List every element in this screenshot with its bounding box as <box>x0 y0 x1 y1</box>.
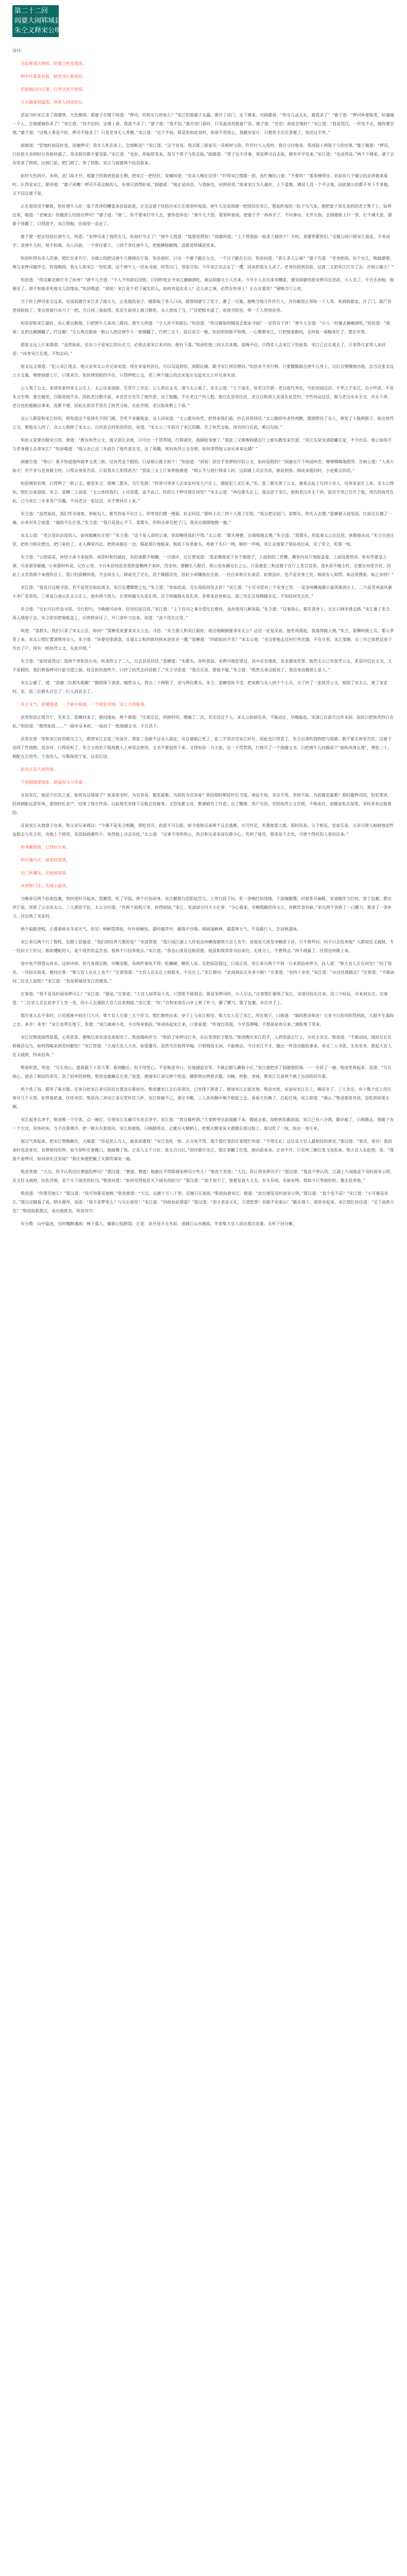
body-paragraph: 话说当时宋江杀了阎婆惜，天色渐明，那婆子在楼下叫道：“押司，你和女儿吵甚么？”宋江怕那婆子走漏，便开了房门，走下楼来，对阎婆道：“你女儿忒无礼，被我杀了！”婆子道：“押司休要取笑，好端端一个人，怎地便被你杀了？”宋江道：“你不信时，去楼上看。我真个杀了！”婆子道：“我不信。”推开房门看时，只见血泊里挺着尸首。婆子道：“苦也！却是怎地好？”宋江道：“我是烈汉，一世也不走。随你要怎地。”婆子道：“这贱人果是不好，押司不错杀了！只是老身无人养赡。”宋江道：“这个不妨，既是你如此说时，你却不用忧心。我颇有家计，只教你丰衣足食便了，快活过半世。” <box>12 113 395 135</box>
body-paragraph: 阎婆告道：“相公！谁不知道他叫做孝义黑三郎，这执凭是个假的。只是相公做主则个！”知县道：“胡说！前官手里押的印信公文，如何是假的？”阎婆在厅下叫屈叫苦，哽哽咽咽地假哭，告相公道：“人命大如天！若不肯与老身做主时，只得去州里告状。只是我女儿死得甚苦！”那张三又上厅来替他禀道：“相公不与他行移拿人时，这阎婆上司去告状，倒是利害。倘或来提问时，小吏难去回话。” <box>12 460 394 473</box>
body-paragraph: 朱仝道：“公明哥哥，休怪小弟今来捉你。闲常时和你最好，有的事都不相瞒。一日酒中，兄长曾说道：‘我家佛座底下有个地窨子，上面供的三世佛，佛堂内有片地板盖着，上面设着供床。你有些紧急之事，可来那里躲避。’小弟那时听说，记在心里。今日本县知县差我和雷横两个来时，没奈何，要瞒生人眼目。相公也有觑兄长之心，只是被张三和这婆子在厅上发言发语，道本县不做主时，定要在州里告状，因此上又差我两个来搜你庄上。我只怕雷横执着，不会周全人，倘或见了兄长，没个做圆活处，因此小弟赚他在庄前，一径自来和兄长说话。此地虽好，也不是安身之处。倘或有人知得，来这里搜着，如之奈何？” <box>12 555 394 577</box>
body-paragraph: 知县听得有杀人的事，慌忙出来升厅。众做公的把这唐牛儿簇拥在厅前。知县看时，只见一个婆子跪在左边，一个汉子跪在右边。知县问道：“甚么杀人公事？”婆子告道：“老身姓阎。有个女儿，唤做婆惜。典与宋押司做外宅。昨夜晚间，我女儿和宋江一处吃酒，这个唐牛儿一径来寻闹，叫骂出门，邻里尽知。今早宋江出去走了一遭，回来把我女儿杀了。老身结扭到县前，这唐二又把宋江打夺了去。告相公做主！” <box>12 256 394 269</box>
body-paragraph: 宋江起身去净手，柴进唤一个庄客，点一碗灯，引领宋江东廊尽头处去净手。宋江道：“我且躲杯酒。”大宽转穿出前面廊下来，俄延走着，却转到东廊前面。宋江已有八分酒，脚步趄了，只顾踏去。那廊下有一个大汉，因害疟疾，当不住那寒冷，把一锨火在那里向。宋江仰着脸，只顾踏将去，正跐在火锨柄上，把那火锨里炭火都掀在那汉脸上。那汉吃了一惊，惊出一身汗来。 <box>12 1117 394 1131</box>
body-paragraph: 朱仝道：“兄长可以作急寻思，当行即行。今晚便可动身，切勿迟延自误。”宋江道：“上下官司之事全望兄长维持，金帛使用只顾来取。”朱仝道：“这事放心，都在我身上。兄长只顾安排去路。”宋江谢了朱仝，再入地窨子去。朱仝依旧把地板盖上，还将供床压了，开门拿朴刀出来，说道：“真个没在庄里。” <box>12 607 394 620</box>
body-paragraph: 当下转上押司张文远来，见说阎婆告宋江杀了他女儿，正是他的表子，随即取了各人口词，就替阎婆写了状子，叠了一宗案，便唤当地方仵作行人，并坊厢里正邻佑一干人等，来到阎婆家，开了门，取尸首登场检验了。身边放着行凶刀子一把。当日再三看验得，系是生前项上被刀勒死。众人登场了当，尸首把棺木盛了，寄放寺院里，将一干人带到县里。 <box>12 299 392 313</box>
body-paragraph: 柴进听罢，笑道：“兄长放心。遮莫做下十恶大罪，既到敝庄，但不用忧心。不是柴进夸口，任他捕盗官军，不敢正眼儿觑着小庄。”宋江便把杀了阎婆惜的事，一一告诉了一遍。柴进笑将起来，说道：“兄长放心，便杀了朝廷的命官，劫了府库的财物，柴进也敢藏在庄里。”说罢，便请宋江弟兄两个洗浴，随即将出两套衣服、巾帻、丝鞋、净袜，教宋江兄弟两个换了出浴的旧衣裳。 <box>12 1065 392 1079</box>
body-paragraph: 诗曰： <box>12 48 25 53</box>
body-paragraph: 那汉气将起来，把宋江劈胸揪住，大喝道：“你是甚么鸟人，敢来消遣我！”宋江也吃一惊。正分说不得，那个提灯笼的庄客慌忙叫道：“不得无礼！这位是大官人最相待的客官。”那汉道：“客官，客官！我初来时也是客官，也曾相待的厚。如今却听庄客搬口，便疏慢了我。正是人无千日好，花无百日红。”却待要打宋江，那庄客撇了灯笼，便向前来劝。正劝不开，只见两三碗灯笼飞也似来。柴大官人亲赶到，说：“我接不着押司，如何却在这里闹？”那庄客便把跐了火锨的事说一遍。 <box>12 1139 394 1161</box>
body-paragraph: 知县道：“你这厮怎敢打夺了凶身？”唐牛儿告道：“小人不知前后因依。只因昨夜去寻宋江搪碗酒吃，被这阎婆叉小人出来。今早小人自出来卖糟姜，遇见阎婆结扭宋押司在县前，小人见了，不合去劝他，他便走了。却不知他杀死他女儿的缘由。”知县喝道：“胡说！宋江是个君子诚实的人，如何肯造次杀人？这人命之事，必然在你身上！左右在那里？”便唤当厅公吏。 <box>12 278 394 291</box>
body-paragraph: 宋江道：“我也自这般寻思。若不是贤兄如此周全，宋江定遭缧绁之厄。”朱仝道：“休如此说。兄长却投何处去好？”宋江道：“小可寻思有三个安身之处：一是沧州横海郡小旋风柴进庄上，二乃是青州清风寨小李广花荣处，三者是白虎山孔太公庄上。他有两个孩儿：长男叫做毛头星孔明，次子叫做独火星孔亮，多曾来县里相会。那三处在这里踌躇未定，不知投何处去好。” <box>12 585 392 599</box>
body-paragraph: 那庄客入去不多时，只见那座中间庄门大开，柴大官人引着三五个伴当，慌忙跑将出来，亭子上与宋江相见。柴大官人见了宋江，拜在地下，口称道：“端的想杀柴进！天幸今日甚风吹得到此，大慰平生渴仰之念。多幸！多幸！”宋江也拜在地下，答道：“宋江疏顽小吏，今日特来相投。”柴进扶起宋江来，口里说道：“昨夜灯花报，今早喜鹊噪，不想却是贵兄来。”满脸堆下笑来。 <box>12 1013 394 1027</box>
body-paragraph: 知县却和宋江最好，有心要出脱他，只把唐牛儿来再三推问。唐牛儿供道：“小人并不知前后。”知县道：“你这厮如何隔夜去他家寻闹？一定你有干涉！”唐牛儿告道：“小人一时撞去搪碗酒吃。”知县道：“胡说！且把这厮捆翻了，打这厮！”左右两边狼虎一般公人把这唐牛儿一索捆翻了，打到三五十，前后语言一般。知县明知他不知情，一心要救宋江，只把他来勘问，且叫取一面枷来钉了，禁在牢里。 <box>12 321 391 334</box>
body-paragraph: 宋太公谢了，道：“深感二位都头相觑！”随即排下酒食，犒赏众人，将出二十两银子，送与两位都头。朱仝、雷横坚执不受，把来散与众人四十个土兵，分了抄了一张执凭公文，相别了宋太公，离了宋家村。朱、雷二位都头自引了一行人回县去了。 <box>12 681 388 694</box>
annotation-paragraph: 朱仝义气，雷横圆通，一个暗中相救，一个明里卖情，宋江方得脱身。 <box>21 702 148 707</box>
body-paragraph: 知县又是要出脱宋江的，便道：“既有执凭公文，他又别无亲族，只可出一千贯赏钱，行移诸处，海捕捉拿便了。”那张三又挑唆阎婆去厅上披头散发来告道：“宋江实是宋清隐藏在家，不令出官。相公如何不与老身做主去拿宋江？”知县喝道：“他父亲已自三年前告了他忤逆在官，出了他籍，现有执凭公文存照，如何拿得他父亲兄弟来比捕？” <box>12 438 392 451</box>
body-paragraph: 有分教：山中猛虎，见时魄散魂离；林下强人，撞着心惊胆裂。正是：说开星月无光彩，道破江山水倒流。毕竟柴大官人说出那汉是谁，且听下回分解。 <box>21 1222 297 1226</box>
chapter-title-line-1: 阎婆大闹郓城县 <box>14 17 62 25</box>
body-paragraph: 张文远又禀道：“犯人宋江逃去，他父亲宋太公并兄弟宋清，现在宋家村居住，可以勾追到官，责限比捕，跟寻宋江到官理问。”知县本不肯行移，只要朦胧做在唐牛儿身上，日后自慢慢地出他。怎当这张文远立主文案，唆使阎婆上厅，只管来告。知县情知阻挡不住，只得押纸公文，差三两个做公的去宋家庄勾追宋太公并兄弟宋清。 <box>12 364 394 378</box>
body-paragraph: 那张文远上厅来禀道：“虽然如此，见有刀子是宋江的压衣刀，必须去拿宋江来对问，便有下落。”知县吃他三回五次来禀，遮掩不住，只得差人去宋江下处捉拿。宋江已自在逃去了，只拿得几家邻人来回话：“凶身宋江在逃，不知去向。” <box>12 343 386 356</box>
body-paragraph: 朱仝道：“如何说得过！我两个奉知县台旨，叫拿你父子二人，自去县里回话。”雷横道：“朱都头，你听我说。宋押司他犯罪过，其中必有缘故，也未便该死罪。既然太公已有执凭公文，系是印信官文书，又不是假的，我们须看押司日前交望之面，权且担负他些个，只抄了执凭去回话便了。”朱仝寻思道：“我自反说，要他不疑。”朱仝道：“既然兄弟这般说了，我没来由做甚么恶人。” <box>12 659 392 672</box>
annotation-paragraph: 未到柴门庄，先闻小旋风。 <box>21 884 70 888</box>
body-paragraph: 宋太公道：“老汉是识法度的人，如何敢藏在庄里？”朱仝道：“这个是人命的公事，你却嗔怪我们不得。”太公道：“都头尊便，自细细地去搜。”朱仝道：“雷都头，你监着太公在这里，休教他走动。”朱仝自进庄里，把朴刀倚在壁边，把门来拴了，走入佛堂内去，把供床拖在一边，揭起那片地板来。板底下有条索头，将索子头只一拽，铜铃一声响，宋江从地窨子里钻将出来，见了朱仝，吃那一惊。 <box>12 533 395 547</box>
body-paragraph: 柴进道：“你要见他么？”那汉道：“我可知要见他哩。”柴进便道：“大汉，远便十万八千里，近便只在面前。”柴进指着宋江，便道：“此位便是及时雨宋公明。”那汉道：“真个也不是？”宋江道：“小可便是宋江。”那汉定睛看了看，纳头便拜，说道：“我不是梦里么？与兄长相见！”宋江道：“何故如此错爱？”那汉道：“却才甚是无礼，万望恕罪！有眼不识泰山！”跪在地下，那里肯起来。宋江慌忙扶住道：“足下高姓大名？”柴进指着那汉，说出他姓名，叫甚讳字。 <box>12 1191 395 1213</box>
body-paragraph: 两个洗了浴，都穿了新衣服。庄客自把宋江弟兄的旧衣裳送在歇宿处。柴进邀宋江去后堂深处，已安排下酒食了。便请宋江正面坐地，柴进对席，宋清有宋江在上，侧首坐了。三人坐定，有十数个近上的庄客并几个主管，轮替着把盏，伏侍劝饮。柴进再三劝宋江弟兄宽怀饮几杯，宋江称谢不已。酒至半酣，三人各诉胸中朝夕相爱之念。看看天色晚了，点起灯烛。宋江辞道：“酒止。”柴进那里肯放，直吃到初更左侧。 <box>12 1087 392 1109</box>
body-paragraph: 宋江见柴进接得意重，心里甚喜，便唤兄弟宋清也来相见了。柴进喝叫伴当：“收拾了宋押司行李，在后堂西轩下歇处。”柴进携住宋江的手，入到里面正厅上，分宾主坐定。柴进道：“不敢动问，闻知兄长在郓城县勾当，如何得暇来到荒村敝处？”宋江答道：“久闻大官人大名，如雷灌耳。虽然节次收得华翰，只恨贱役无闲，不能相会。今日宋江不才，做出一件没出豁的事来，弟兄二人寻思，无处安身，想起大官人仗义疏财，特来投奔。” <box>12 1035 392 1057</box>
annotation-paragraph: 将身藏地窨，已得好兄弟。 <box>21 845 70 850</box>
body-paragraph: 途中免不得登山涉水，过府冲州。但凡客商在路，早晚安歇，有两件事免不得：吃癞碗，睡死人床。且把闲话提过，只说正话。宋江弟兄两个不则一日来到沧州界分，问人道：“柴大官人庄在何处？”问了地名，一径投庄前来，便问庄客：“柴大官人在庄上也不？”庄客答道：“大官人在东庄上收租米，不在庄上。”宋江便问：“此间到东庄有多少路？”庄客道：“有四十余里。”宋江道：“从何处落路去？”庄客道：“不敢动问二位官人高姓？”宋江道：“我是郓城县宋江的便是。” <box>12 961 395 984</box>
annotation-paragraph: 此处正是人情世故。 <box>21 767 58 772</box>
annotation-paragraph: 出门休嫌远，见面始知真。 <box>21 871 70 875</box>
chapter-title-line-2: 朱仝义释宋公明 <box>14 27 62 35</box>
body-paragraph: 阎婆道：“恁地时却是好也，深谢押司！我女儿死在床上，怎地断送？”宋江道：“这个容易。我去陈三郎家买一具棺材与你。仵作行人入殓时，我自分付他来。我再取十两银子与你结果。”婆子谢道：“押司，只好趁天未明时讨具棺材盛了，邻舍街坊都不要见影。”宋江道：“也好。你取纸笔来，我写个票子与你去取。”阎婆道：“票子也不济事，须是押司自去取，便肯早早发来。”宋江道：“也说得是。”两个下楼来。婆子去房里拿了锁钥，出到门前，把门锁了，带了钥匙。宋江与阎婆两个投县前来。 <box>12 143 395 165</box>
body-paragraph: 知县情知有理，只得押了一纸公文，便差朱仝、雷横二都头，当厅发落：“你等可带多人去宋家村宋大户庄上，搜捉犯人宋江来。”朱、雷二都头领了公文，便来点起土兵四十余人，径奔宋家庄上来。宋太公得知，慌忙出来迎接。朱仝、雷横二人说道：“太公休怪我们。上司差遣，盖不由己。你的儿子押司现在何处？”宋太公道：“两位都头在上，我这逆子宋江，他和老汉并无干涉，前官手里已告开了他，现告的执凭在此。已与宋江三年多各户另籍，不同老汉一家过活，亦不曾回庄上来。” <box>12 481 394 503</box>
body-paragraph: 县里知县正值升厅，见朱仝、雷横回来了，便问缘由。两个禀道：“庄前庄后，四围村坊，搜遍了二次，其实没这个人。宋太公卧病在床，不能动止，早晚临危。宋清已自前月出外未回。因此只把执凭抄白在此。”知县道：“既然如此……”一面申呈本府，一面动了一纸海捕文书，不在话下。 <box>12 715 394 728</box>
body-paragraph: 且说宋江从地窨子出来，和父亲兄弟商议：“今番不是朱仝相觑，须吃官司，此恩不可忘报。如今我和兄弟两个且去逃难。天可怜见，若遇宽恩大赦，那时回来，父子相见，安家乐业。父亲可使人暗暗地送些金银去与朱仝处，央他上下使用，及资助阎婆些少，免得他上司去告扰。”太公道：“这事不用你忧心，你自和兄弟宋清在路小心。若到了彼处，那里是个去处，可使个得托的人寄封信来。” <box>12 823 394 837</box>
chapter-number: 第二十二回 <box>14 7 48 15</box>
body-paragraph: 朱仝道：“虽然如此，我们凭书请客，奉帖勾人，难凭你说不在庄上。你等我们搜一搜看，好去回话。”便叫土兵三四十人围了庄院。“我自把定前门，雷都头，你先入去搜。”雷横便入进里面，庄前庄后搜了一遍，出来对朱仝说道：“端的不在庄里。”朱仝道：“我只是放心不下。雷都头，你和众弟兄把了门，我亲自细细地搜一遍。” <box>12 512 392 525</box>
annotation-paragraph: 为恶难逃天理昭，阴曹已把业缘消。 <box>21 61 87 66</box>
body-paragraph: 当晚弟兄两个拴束包裹，到四更时分起来，洗漱罢，吃了早饭，两个打扮动身。宋江戴着白范阳毡笠儿，上穿白段子衫，系一条梅红纵线绦，下面缠脚绷，衬着多耳麻鞋。宋清做伴当打扮，背了包裹。都出草厅前，拜辞了父亲宋太公。三人洒泪不住。太公分付道：“你两个前程万里，休得烦恼。”宋江、宋清却分付大小庄客：“小心看家，早晚殷勤伏侍太公，休教饮食有缺。”弟兄两个各跨了一口腰刀，都拿了一条朴刀，径出离了宋家村。 <box>12 896 392 919</box>
chapter-title <box>12 5 62 37</box>
annotation-paragraph: 明中作恶犹有报，暗里违心祸更招。 <box>21 74 87 79</box>
body-paragraph: 县里有那一等和宋江好的相交之人，都替宋江去张三处说开。那张三也耐不过众人面皮；况且婆娘已死了，张三平常亦受宋江好处，因此也只得罢了。朱仝自凑些钱物把与阎婆，教不要去州里告状；这婆子也得了些钱物，没奈何，只得依听了。朱仝又将若干银两教人上州里去使用，文书不要驳将下来。又得知县一力主张，出一千贯赏钱，行移开了一个海捕文书，只把唐牛儿问做成个“故纵凶身在逃”，脊杖二十，刺配五百里外。干连的人，尽数保放宁家。这是后话。 <box>12 737 392 759</box>
annotation-paragraph: 明中施巧计，暗里结恩情。 <box>21 858 70 862</box>
article-body <box>12 46 395 1232</box>
body-paragraph: 公人领了公文，来到宋家村宋太公庄上。太公出来迎接，至草厅上坐定。公人将出文书，递与太公看了。宋太公道：“上下请坐，容老汉告禀：老汉祖代务农，守此田园过活。不孝之子宋江，自小忤逆，不肯本分生理，要去做吏，百般说他不从。因此老汉数年前，本县官长处告了他忤逆，出了他籍，不在老汉户内人数。他自在县里住居，老汉自和孩儿宋清在此荒村，守些田亩过活。他与老汉水米无交，并无干涉。老汉也怕他做出事来，连累不便，因此在前官手里告了执凭文帖，在此存照。老汉取来教上下看。” <box>12 386 394 408</box>
annotation-paragraph: 千里姻缘使线牵，路遥知马力非虚。 <box>21 780 87 785</box>
body-paragraph: 宋江弟兄两个行了数程，在路上思量道：“我们却投奔兀谁的是？”宋清答道：“我只闻江湖上人传说沧州横海郡柴大官人名字，说他是大周皇帝嫡派子孙，只不曾拜识。何不只去投奔他？人都说仗义疏财，专一结识天下好汉，救助遭配的人，是个现世的孟尝君。我两个只投奔他去。”宋江道：“我也心里是这般思想。他虽和我常常书信来往，无缘分上，不曾得会。”两个商量了，径望沧州路上来。 <box>12 940 394 953</box>
annotation-paragraph: 丈夫做事须磊落，休使人间说短长。 <box>21 100 87 105</box>
body-paragraph: 且说宋江，他是个庄农之家，如何有这地窨子？原来故宋时，为官容易，做吏最难。为甚的为官容易？皆因那时朝廷奸臣当道，谗佞专权，非亲不用，非财不取。为甚做吏最难？那时做押司的，但犯罪责，轻则刺配远恶军州，重则抄扎家产，结果了残生性命。以此预先安排下这般去处躲身。又恐连累父母，教爹娘告了忤逆，出了籍册，各户另居，官给执凭公文存照，不相来往，却做家私在屋里。宋时多有这般算的。 <box>12 793 392 815</box>
body-paragraph: 柴进笑道：“大汉，你不认的这位奢遮的押司？”那汉道：“奢遮，奢遮！他敢比不得郓城宋押司少些儿！”柴进大笑道：“大汉，你认得宋押司不？”那汉道：“我虽不曾认的，江湖上久闻他是个及时雨宋公明，且又仗义疏财，扶危济困，是个天下闻名的好汉。”柴进问道：“如何见得他是天下闻名的好汉？”那汉道：“却才说不了，他便是真大丈夫，有头有尾，有始有终。我如今只等病好时，便去投奔他。” <box>12 1170 395 1183</box>
body-paragraph: 两个取路登程，正遇着秋末冬初天气。但见：柄柄芰荷枯，叶叶梧桐坠。蛩吟腐草中，雁落平沙地。细雨湿枫林，霜重寒天气。不是路行人，怎谙秋滋味。 <box>21 927 301 931</box>
body-paragraph: 叫道：“雷都头，我们只拿了宋太公去，如何？”雷横见说要拿宋太公去，寻思：“朱仝那人和宋江最好，他怎地颠倒要拿宋太公？这话一定是反说。他若再提起，我落得做人情。”朱仝、雷横叫拢土兵，都入草堂上来。宋太公慌忙置酒管待众人。朱仝道：“休要安排酒食，且请太公和四郎同到本县里走一遭。”雷横道：“四郎如何不见？”宋太公道：“老汉使他去近村打些农器，不在庄里。宋江那厮，自三年已前把这逆子告出了户，现有一纸执凭公文，在此存照。” <box>12 629 394 651</box>
body-paragraph: 此时天色尚早，未明，县门却才开。那婆子约莫到县前左侧，把宋江一把结住，发喊叫道：“有杀人贼在这里！”吓得宋江慌做一团，连忙掩住口道：“不要叫！”那里掩得住。县前有几个做公的走将拢来看时，认得是宋江，便劝道：“婆子闭嘴！押司不是这般的人，有事只消得好说。”阎婆道：“他正是凶首，与我捉住，同到县里。”原来宋江为人最好，上下爱敬，满县人没一个不让他，因此做公的都不肯下手拿他，又不信这婆子说。 <box>12 174 392 196</box>
body-paragraph: 庄客道：“莫不是及时雨宋押司么？”宋江道：“便是。”庄客道：“大官人如常说大名，只怨怅不能相会。既是宋押司时，小人引去。”庄客慌忙便领了宋江、宋清径投东庄来。没三个时辰，早来到东庄。庄客道：“二位官人且在此亭子上坐一坐，待小人去通报大官人出来相接。”宋江道：“好。”自和宋清在山亭上倚了朴刀，解了腰刀，歇了包裹，坐在亭子上。 <box>12 992 388 1005</box>
annotation-paragraph: 若能悔过归正道，自然灾害不相侵。 <box>21 87 87 92</box>
body-paragraph: 众公人都是和宋江好的，明知道这个是预先开的门路，苦死不肯做冤家。众人回说道：“太公既有执凭，把将来我们看，抄去县里回话。”太公随即宰杀些鸡鹅，置酒管待了众人，赍发了十数两银子，取出执凭公文，教他众人抄了。众公人相辞了宋太公，自回县去回知县的话，说道：“宋太公三年前出了宋江的籍，告了执凭文帖，现有抄白在此，难以勾捉。” <box>12 416 394 430</box>
body-paragraph: 正在那里没个解救，恰好唐牛儿托一盘子洗净的糟姜来县前赶趁，正见这婆子结扭住宋江在那里叫冤屈。唐牛儿见是阎婆一把扭结住宋江，想起昨夜的一肚子鸟气来，便把盘子放在卖药的老王凳子上，钻将过来，喝道：“老贼虫！你做甚么结扭住押司？”婆子道：“唐二，你不要来打夺人去，要你偿命也！”唐牛儿大怒，那里听他说，把婆子手一拆拆开了，不问事由，叉开五指，去阎婆脸上只一掌，打个满天星。那婆子昏撒了，只得放手。宋江得脱，往闹里一直走了。 <box>12 204 392 226</box>
body-paragraph: 婆子便一把去结扭住唐牛儿，叫道：“宋押司杀了我的女儿，你却打夺去了！”唐牛儿慌道：“我那里得知！”阎婆叫道：“上下替我捉一捉杀人贼则个！不时，须要带累你们。”众做公的只碍宋江面皮，不肯动手；拿唐牛儿时，须不担阁。众人向前，一个带住婆子，三四个拿住唐牛儿，把他横拖倒拽，直推进郓城县里来。 <box>12 234 390 248</box>
